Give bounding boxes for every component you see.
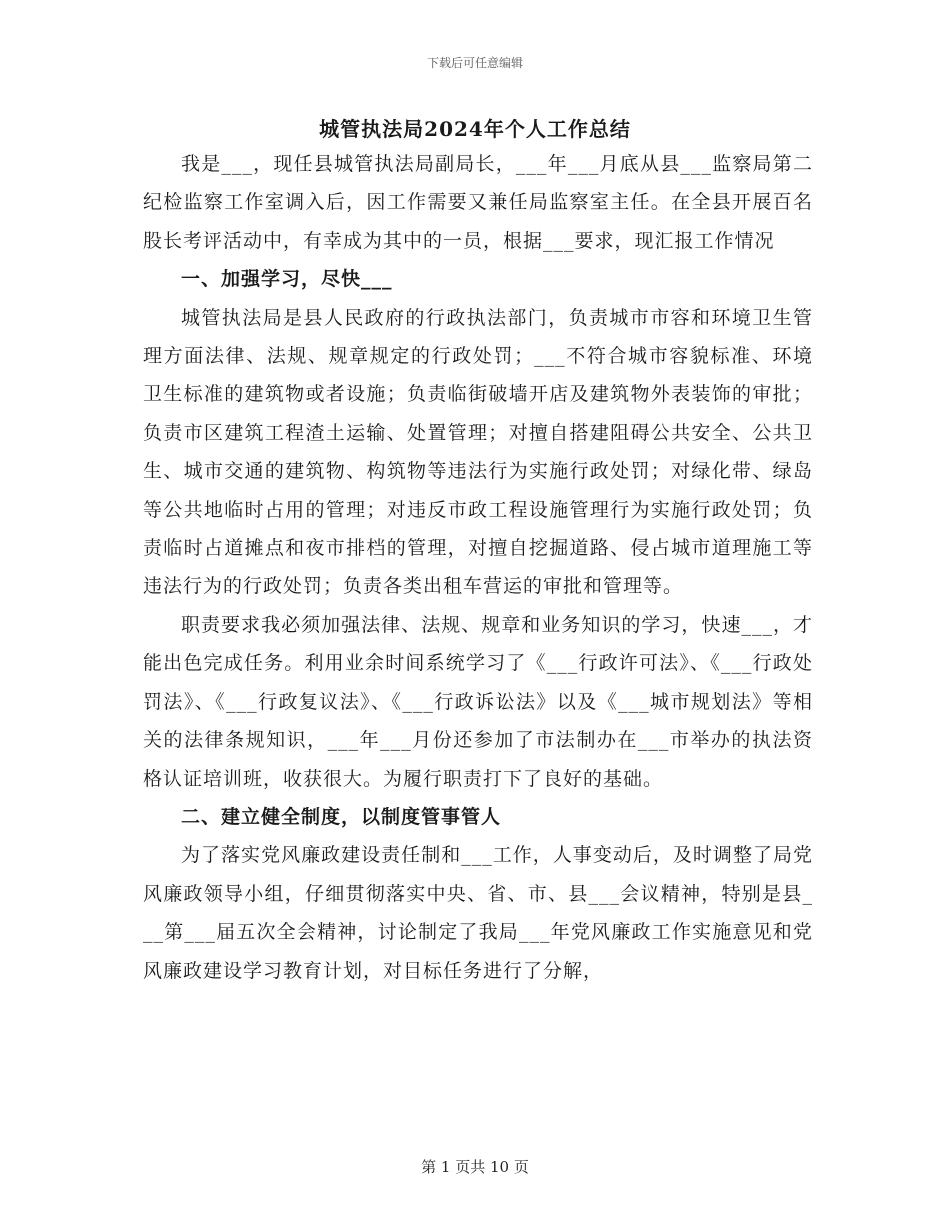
section-1-paragraph-1: 城管执法局是县人民政府的行政执法部门，负责城市市容和环境卫生管理方面法律、法规、规章规定的行政处罚；___不符合城市容貌标准、环境卫生标准的建筑物或者设施；负责临街破墙开店及建筑物外表装饰的审批；负责市区建筑工程渣土运输、处置管理；对擅自搭建阻碍公共安全、公共卫生、城市交通的建筑物、构筑物等违法行为实施行政处罚；对绿化带、绿岛等公共地临时占用的管理；对违反市政工程设施管理行为实施行政处罚；负责临时占道摊点和夜市排档的管理，对擅自挖掘道路、侵占城市道理施工等违法行为的行政处罚；负责各类出租车营运的审批和管理等。 [143,306,813,598]
document-body [143,145,813,990]
section-heading-1: 一、加强学习，尽快___ [181,268,393,291]
section-2-paragraph-1: 为了落实党风廉政建设责任制和___工作，人事变动后，及时调整了局党风廉政领导小组，仔细贯彻落实中央、省、市、县___会议精神，特别是县___第___届五次全会精神，讨论制定了我局___年党风廉政工作实施意见和党风廉政建设学习教育计划，对目标任务进行了分解， [143,844,813,982]
section-1-paragraph-2: 职责要求我必须加强法律、法规、规章和业务知识的学习，快速___，才能出色完成任务。利用业余时间系统学习了《___行政许可法》、《___行政处罚法》、《___行政复议法》、《___行政诉讼法》以及《___城市规划法》等相关的法律条规知识，___年___月份还参加了市法制办在___市举办的执法资格认证培训班，收获很大。为履行职责打下了良好的基础。 [143,613,813,790]
page-header-note: 下载后可任意编辑 [426,56,523,70]
page-footer: 第 1 页共 10 页 [421,1158,529,1176]
document-title: 城管执法局2024年个人工作总结 [319,117,631,141]
section-heading-2: 二、建立健全制度，以制度管事管人 [181,805,502,828]
intro-paragraph: 我是___，现任县城管执法局副局长，___年___月底从县___监察局第二纪检监察工作室调入后，因工作需要又兼任局监察室主任。在全县开展百名股长考评活动中，有幸成为其中的一员，根据___要求，现汇报工作情况 [143,153,813,252]
